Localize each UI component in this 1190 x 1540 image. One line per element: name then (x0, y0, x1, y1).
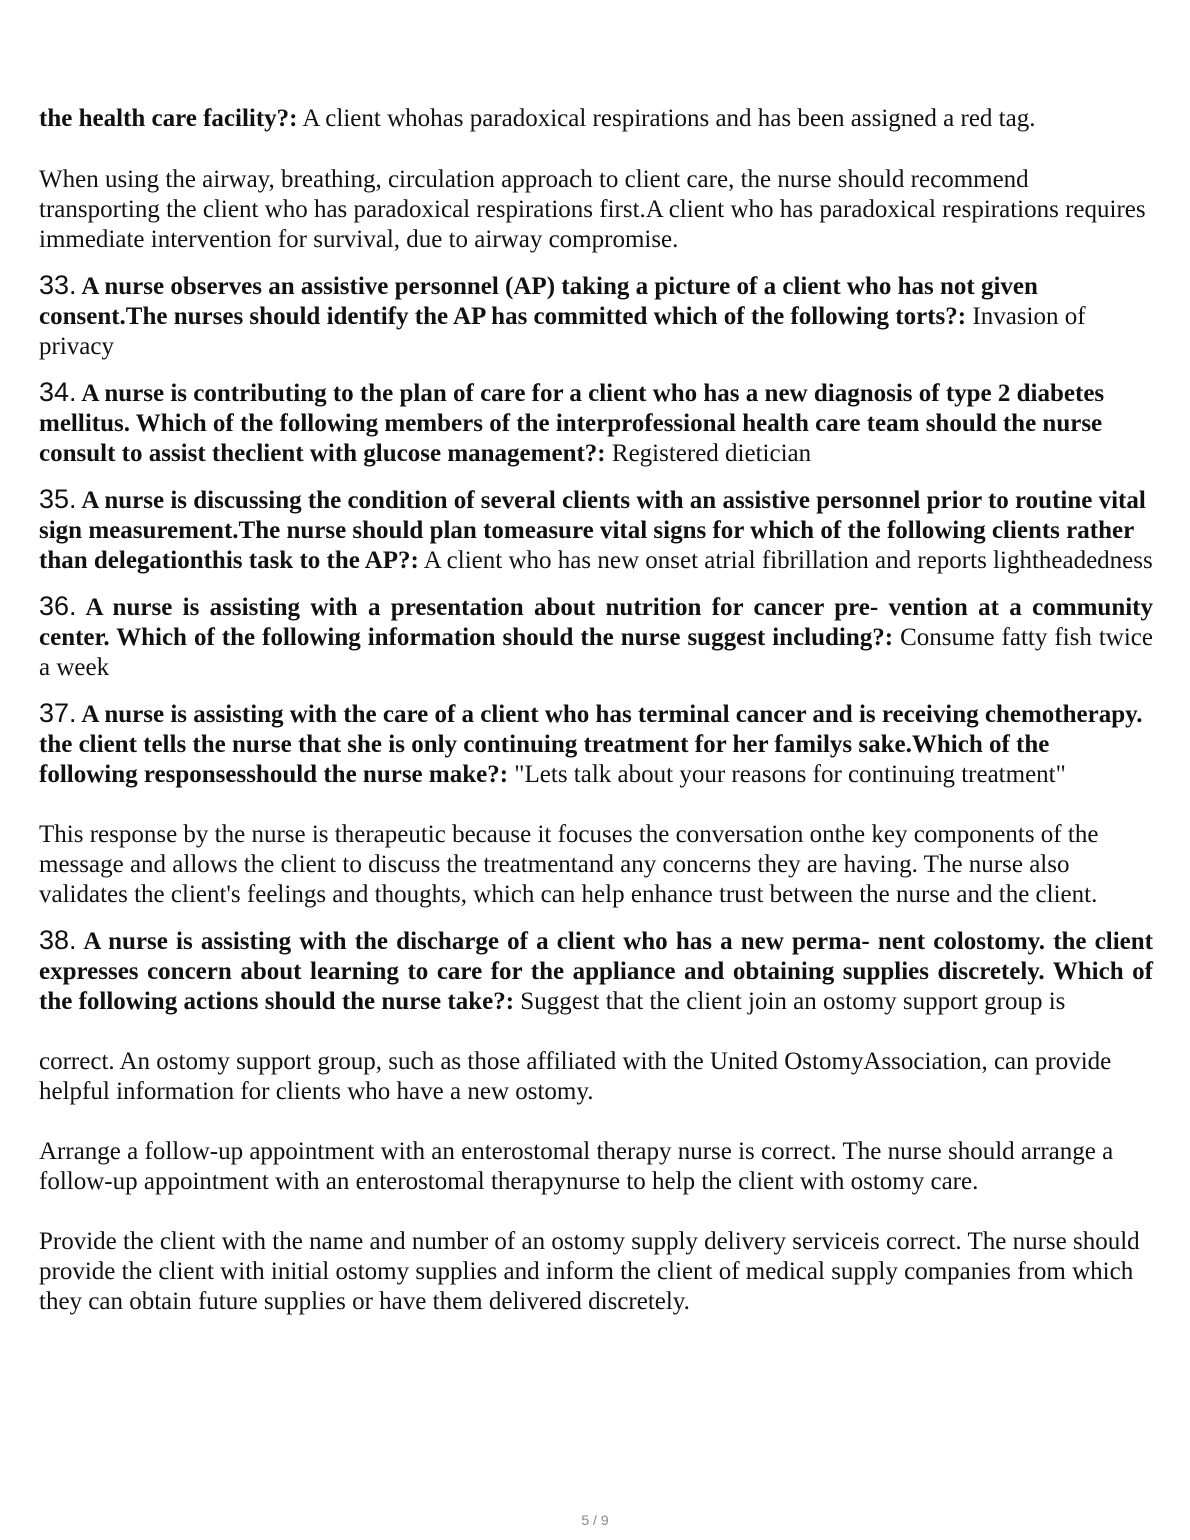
answer-text: Suggest that the client join an ostomy support group is (514, 988, 1066, 1015)
question-text: A nurse is assisting with the care of a client who has terminal cancer and is receiving chemotherapy. the client tells the nurse that she is only continuing treatment for her familys sake.Which of the following responsesshould the nurse make?: (39, 701, 1143, 788)
rationale-paragraph: When using the airway, breathing, circulation approach to client care, the nurse should recommend transporting the client who has paradoxical respirations first.A client who has paradoxical respirations requires immediate intervention for survival, due to airway compromise. (39, 166, 1146, 253)
question-number: 35. (39, 484, 77, 514)
document-page (39, 104, 1153, 1317)
question-tail: the health care facility?: (39, 105, 298, 132)
answer-text: A client whohas paradoxical respirations and has been assigned a red tag. (297, 105, 1036, 132)
question-33 (39, 270, 1153, 362)
question-number: 34. (39, 377, 77, 407)
rationale-38-part-3: Provide the client with the name and number of an ostomy supply delivery serviceis correct. The nurse should provide the client with initial ostomy supplies and inform the client of medical supply companies from which they can obtain future supplies or have them delivered discretely. (39, 1228, 1140, 1315)
question-34 (39, 377, 1153, 469)
top-answer (39, 104, 1153, 134)
question-number: 38. (39, 925, 77, 955)
question-36 (39, 591, 1153, 683)
question-37 (39, 698, 1153, 790)
answer-text: Registered dietician (605, 440, 812, 467)
rationale-37: This response by the nurse is therapeutic because it focuses the conversation onthe key components of the message and allows the client to discuss the treatmentand any concerns they are having. The nurse also validates the client's feelings and thoughts, which can help enhance trust between the nurse and the client. (39, 821, 1099, 908)
question-number: 33. (39, 270, 77, 300)
question-number: 36. (39, 591, 77, 621)
question-text: A nurse is assisting with a presentation about nutrition for cancer pre- vention at a community center. Which of the following information should the nurse suggest including?: (39, 594, 1153, 651)
page-indicator: 5 / 9 (581, 1512, 609, 1528)
question-38 (39, 925, 1153, 1017)
answer-text: A client who has new onset atrial fibrillation and reports lightheadedness (418, 547, 1153, 574)
rationale-38-part-2: Arrange a follow-up appointment with an enterostomal therapy nurse is correct. The nurse should arrange a follow-up appointment with an enterostomal therapynurse to help the client with ostomy care. (39, 1138, 1114, 1195)
question-text: A nurse is contributing to the plan of care for a client who has a new diagnosis of type 2 diabetes mellitus. Which of the following members of the interprofessional health care team should the nurse consult to assist theclient with glucose management?: (39, 380, 1105, 467)
question-35 (39, 484, 1153, 576)
answer-text: "Lets talk about your reasons for continuing treatment" (508, 761, 1066, 788)
rationale-38-part-1: correct. An ostomy support group, such as those affiliated with the United OstomyAssociation, can provide helpful information for clients who have a new ostomy. (39, 1048, 1112, 1105)
answer-text: Consume fatty fish twice a week (39, 624, 1154, 681)
question-text: A nurse is assisting with the discharge of a client who has a new perma- nent colostomy. the client expresses concern about learning to care for the appliance and obtaining supplies discretely. Which of the following actions should the nurse take?: (39, 928, 1153, 1015)
question-text: A nurse observes an assistive personnel (AP) taking a picture of a client who has not given consent.The nurses should identify the AP has committed which of the following torts?: (39, 273, 1038, 330)
answer-text: Invasion of privacy (39, 303, 1086, 360)
question-number: 37. (39, 698, 77, 728)
question-text: A nurse is discussing the condition of several clients with an assistive personnel prior to routine vital sign measurement.The nurse should plan tomeasure vital signs for which of the following clients rather than delegationthis task to the AP?: (39, 487, 1146, 574)
